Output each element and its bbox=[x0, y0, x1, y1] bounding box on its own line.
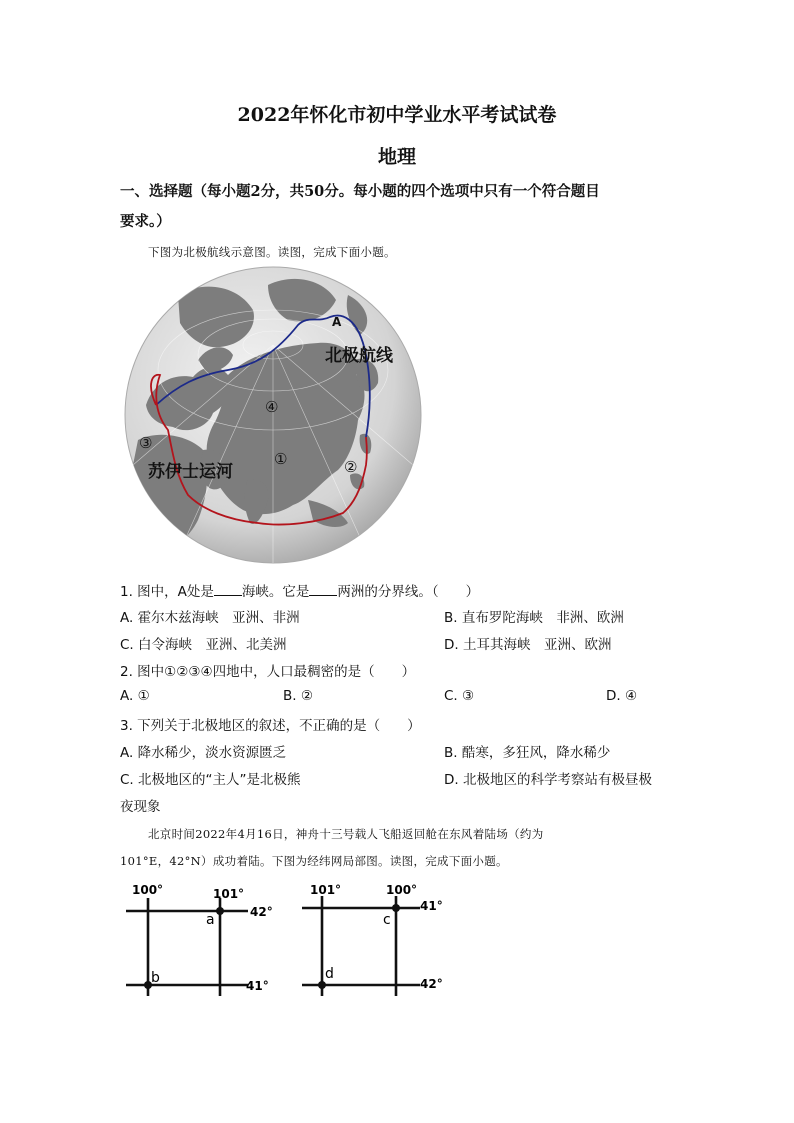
point-c-label: c bbox=[383, 912, 391, 928]
right-lat-42: 42° bbox=[420, 977, 443, 991]
q1-blank-2 bbox=[309, 583, 337, 596]
q3-option-c: C. 北极地区的“主人”是北极熊 bbox=[120, 772, 301, 788]
q1-blank-1 bbox=[214, 583, 242, 596]
grid-intro-line1: 北京时间2022年4月16日，神舟十三号载人飞船返回舱在东风着陆场（约为 bbox=[148, 827, 544, 841]
q3-option-b: B. 酷寒，多狂风，降水稀少 bbox=[444, 745, 611, 761]
q1-option-b: B. 直布罗陀海峡 非洲、欧洲 bbox=[444, 610, 624, 626]
question-2-stem: 2. 图中①②③④四地中，人口最稠密的是（ ） bbox=[120, 664, 416, 680]
point-c-dot bbox=[392, 904, 400, 912]
point-b-label: b bbox=[151, 970, 160, 986]
section-heading-line2: 要求。） bbox=[120, 213, 171, 230]
grid-left-lines bbox=[126, 898, 248, 996]
section-heading-line1: 一、选择题（每小题2分，共50分。每小题的四个选项中只有一个符合题目 bbox=[120, 183, 600, 200]
question-1-stem bbox=[120, 580, 479, 600]
right-lon-101: 101° bbox=[310, 883, 342, 897]
lat-lon-grid-left bbox=[120, 878, 280, 1003]
map-intro: 下图为北极航线示意图。读图，完成下面小题。 bbox=[148, 245, 396, 259]
exam-title: 2022年怀化市初中学业水平考试试卷 bbox=[237, 104, 557, 126]
left-lat-41: 41° bbox=[246, 979, 269, 993]
point-a-dot bbox=[216, 907, 224, 915]
q2-option-a: A. ① bbox=[120, 688, 150, 704]
q1-option-a: A. 霍尔木兹海峡 亚洲、非洲 bbox=[120, 610, 300, 626]
suez-canal-label: 苏伊士运河 bbox=[148, 462, 233, 482]
strait-a-label: A bbox=[332, 315, 342, 329]
q1-option-c: C. 白令海峡 亚洲、北美洲 bbox=[120, 637, 287, 653]
arctic-route-map bbox=[118, 265, 428, 570]
right-lon-100: 100° bbox=[386, 883, 418, 897]
q1-stem-part-c: 两洲的分界线。（ ） bbox=[337, 584, 480, 600]
marker-2: ② bbox=[344, 458, 358, 476]
marker-4: ④ bbox=[265, 398, 279, 416]
q2-option-c: C. ③ bbox=[444, 688, 475, 704]
question-3-stem: 3. 下列关于北极地区的叙述，不正确的是（ ） bbox=[120, 718, 421, 734]
left-lon-101: 101° bbox=[213, 887, 245, 901]
left-lon-100: 100° bbox=[132, 883, 164, 897]
point-d-label: d bbox=[325, 966, 334, 982]
q1-stem-part-b: 海峡。它是 bbox=[241, 584, 310, 600]
q1-option-d: D. 土耳其海峡 亚洲、欧洲 bbox=[444, 637, 612, 653]
q1-stem-part-a: 1. 图中，A处是 bbox=[120, 584, 214, 600]
grid-right-lines bbox=[302, 896, 420, 996]
q2-option-d: D. ④ bbox=[606, 688, 638, 704]
marker-3: ③ bbox=[139, 434, 153, 452]
point-d-dot bbox=[318, 981, 326, 989]
q3-option-a: A. 降水稀少，淡水资源匮乏 bbox=[120, 745, 287, 761]
q3-option-d: D. 北极地区的科学考察站有极昼极 bbox=[444, 772, 652, 788]
grid-intro-line2: 101°E，42°N）成功着陆。下图为经纬网局部图。读图，完成下面小题。 bbox=[120, 854, 508, 868]
point-a-label: a bbox=[206, 912, 215, 928]
arctic-route-label: 北极航线 bbox=[325, 346, 393, 366]
left-lat-42: 42° bbox=[250, 905, 273, 919]
right-lat-41: 41° bbox=[420, 899, 443, 913]
subject-title: 地理 bbox=[377, 146, 416, 168]
q3-option-d-wrap: 夜现象 bbox=[120, 799, 161, 815]
marker-1: ① bbox=[274, 450, 288, 468]
lat-lon-grid-right bbox=[298, 878, 458, 1003]
q2-option-b: B. ② bbox=[283, 688, 313, 704]
